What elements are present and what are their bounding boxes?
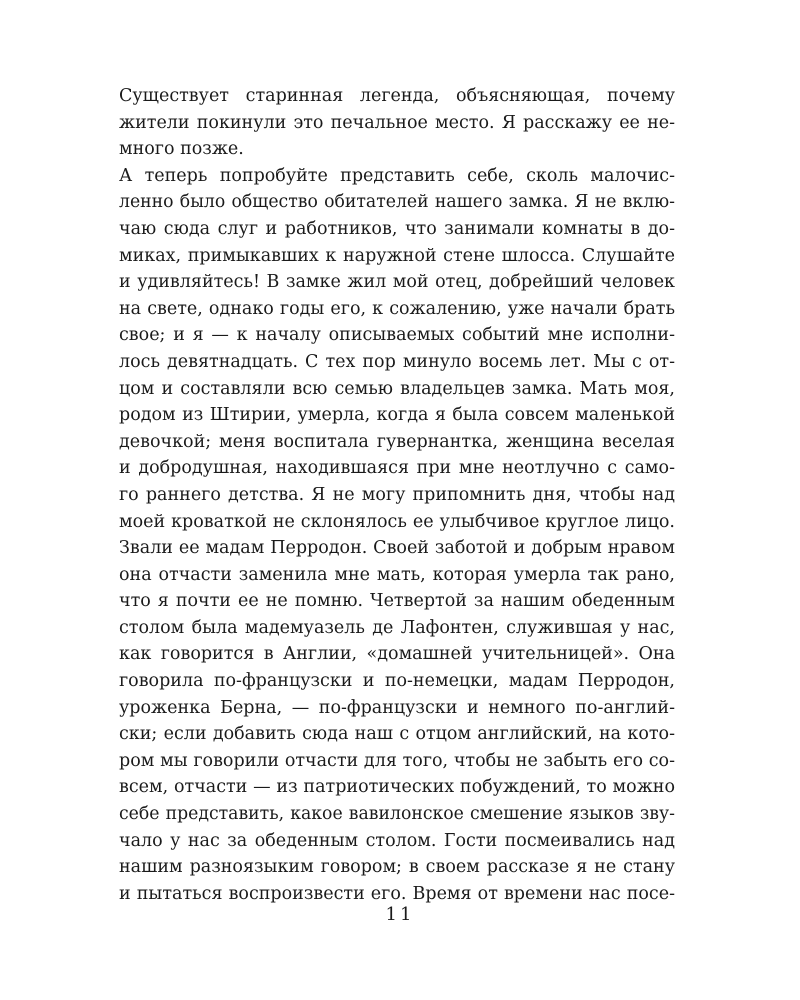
text-line: цом и составляли всю семью владельцев замка. Мать моя,	[119, 378, 675, 399]
text-line: и пытаться воспроизвести его. Время от времени нас посе-	[119, 883, 675, 904]
text-line: и удивляйтесь! В замке жил мой отец, добрейший человек	[119, 272, 675, 293]
text-line: моей кроваткой не склонялось ее улыбчивое круглое лицо.	[119, 511, 675, 532]
page-number: 11	[385, 904, 415, 925]
text-line: чаю сюда слуг и работников, что занимали комнаты в до-	[119, 218, 675, 239]
text-line: девочкой; меня воспитала гувернантка, женщина веселая	[119, 431, 675, 452]
text-line: Звали ее мадам Перродон. Своей заботой и добрым нравом	[119, 538, 675, 559]
text-line: А теперь попробуйте представить себе, сколь малочис-	[119, 165, 675, 186]
text-line: ром мы говорили отчасти для того, чтобы не забыть его со-	[119, 750, 675, 771]
text-line: всем, отчасти — из патриотических побуждений, то можно	[119, 777, 675, 798]
text-line: жители покинули это печальное место. Я расскажу ее не-	[119, 112, 675, 133]
text-line: столом была мадемуазель де Лафонтен, служившая у нас,	[119, 617, 675, 638]
text-line: ленно было общество обитателей нашего замка. Я не вклю-	[119, 192, 675, 213]
text-line: Существует старинная легенда, объясняющая, почему	[119, 86, 675, 106]
text-line: как говорится в Англии, «домашней учительницей». Она	[119, 644, 675, 665]
text-line: что я почти ее не помню. Четвертой за нашим обеденным	[119, 591, 675, 612]
text-line: свое; и я — к началу описываемых событий мне исполни-	[119, 325, 675, 346]
text-line: лось девятнадцать. С тех пор минуло восемь лет. Мы с от-	[119, 351, 675, 372]
text-line: говорила по-французски и по-немецки, мадам Перродон,	[119, 671, 675, 692]
text-line: на свете, однако годы его, к сожалению, уже начали брать	[119, 298, 675, 319]
text-line: и добродушная, находившаяся при мне неотлучно с само-	[119, 458, 675, 479]
text-line: миках, примыкавших к наружной стене шлосса. Слушайте	[119, 245, 675, 266]
text-line: уроженка Берна, — по-французски и немного по-англий-	[119, 697, 675, 718]
text-line: она отчасти заменила мне мать, которая умерла так рано,	[119, 564, 675, 585]
text-line: себе представить, какое вавилонское смешение языков зву-	[119, 804, 675, 825]
text-line: чало у нас за обеденным столом. Гости посмеивались над	[119, 830, 675, 851]
text-line: ски; если добавить сюда наш с отцом английский, на кото-	[119, 724, 675, 745]
text-line: родом из Штирии, умерла, когда я была совсем маленькой	[119, 405, 675, 426]
text-line: нашим разноязыким говором; в своем рассказе я не стану	[119, 857, 675, 878]
text-line: го раннего детства. Я не могу припомнить дня, чтобы над	[119, 484, 675, 505]
body-text	[119, 83, 675, 907]
text-line: много позже.	[119, 139, 244, 160]
